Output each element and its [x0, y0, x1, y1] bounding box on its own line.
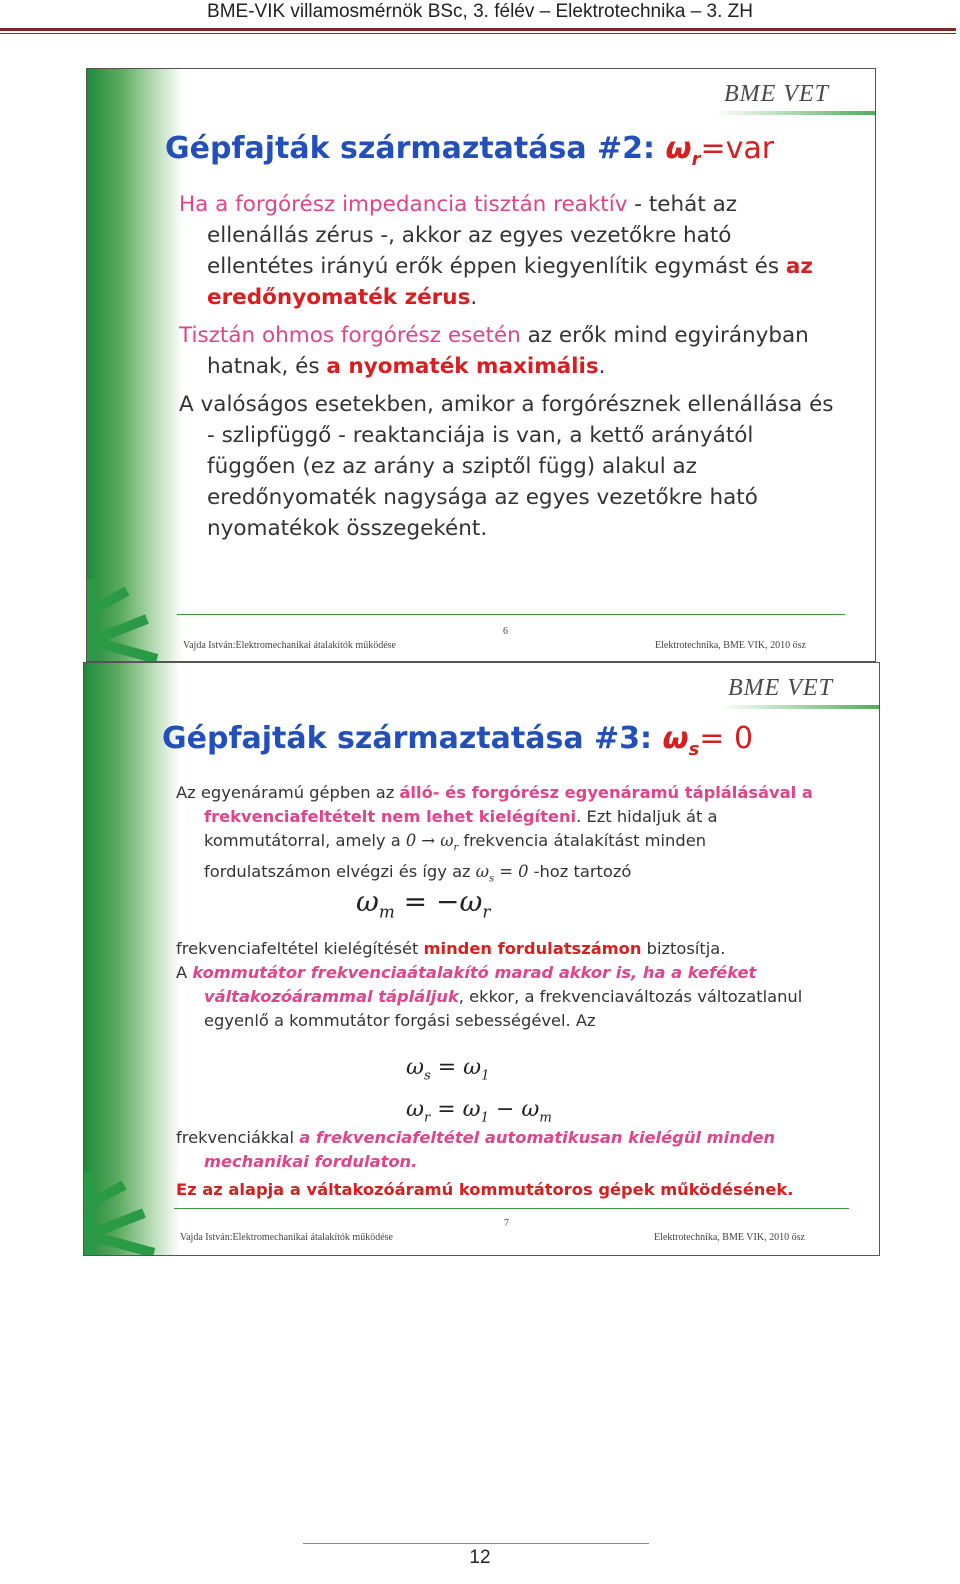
- paragraph-5: Ez az alapja a váltakozóáramú kommutátoros gépek működésének.: [176, 1180, 794, 1199]
- title-symbol: $\omega_s$: [662, 721, 700, 760]
- footer-author: Vajda István:Elektromechanikai átalakítók működése: [183, 640, 396, 651]
- paragraph-2: Tisztán ohmos forgórész esetén az erők mind egyirányban hatnak, és a nyomaték maximális.: [179, 323, 809, 379]
- slide-body: [179, 189, 839, 551]
- footer-course: Elektrotechnika, BME VIK, 2010 ősz: [654, 1232, 805, 1243]
- paragraph-1: Ha a forgórész impedancia tisztán reaktív - tehát az ellenállás zérus -, akkor az egyes vezetőkre ható ellentétes irányú erők éppen kiegyenlítik egymást és az eredőnyomaték zérus.: [179, 192, 813, 310]
- bme-vet-logo: BME VET: [728, 675, 833, 701]
- title-tail: = 0: [699, 721, 754, 756]
- slide-body-3: [176, 1126, 836, 1202]
- slide-title: [165, 131, 774, 170]
- bme-vet-logo: BME VET: [724, 81, 829, 107]
- title-text: Gépfajták származtatása #3:: [162, 721, 663, 756]
- corner-logo-icon: [87, 571, 187, 661]
- paragraph-3: A valóságos esetekben, amikor a forgórésznek ellenállása és - szlipfüggő - reaktanciája is van, a kettő arányától függően (ez az arány a sziptől függ) alakul az eredőnyomaték nagysága az egyes vezetőkre ható nyomatékok összegeként.: [179, 392, 834, 541]
- footer-separator: [303, 1543, 649, 1544]
- paragraph-2: frekvenciafeltétel kielégítését minden fordulatszámon biztosítja.: [176, 939, 726, 958]
- slide-6: [86, 68, 876, 662]
- title-symbol: $\omega_r$: [665, 131, 701, 170]
- header-rule: [0, 28, 956, 31]
- footer-rule: [174, 1208, 849, 1209]
- header-rule-thin: [0, 33, 956, 34]
- formula-ws: $\omega_s = \omega_1$: [406, 1055, 490, 1084]
- formula-wm: $\omega_m = -\omega_r$: [356, 885, 491, 922]
- formula-wr: $\omega_r = \omega_1 - \omega_m$: [406, 1097, 552, 1126]
- footer-course: Elektrotechnika, BME VIK, 2010 ősz: [655, 640, 806, 651]
- paragraph-3: A kommutátor frekvenciaátalakító marad akkor is, ha a keféket váltakozóárammal tápláljuk, ekkor, a frekvenciaváltozás változatlanul egyenlő a kommutátor forgási sebességével. Az: [176, 963, 803, 1030]
- page-number: 12: [469, 1547, 491, 1568]
- slide-body: [176, 781, 836, 892]
- corner-logo-icon: [84, 1165, 184, 1255]
- slide-7: [83, 662, 880, 1256]
- page-header: BME-VIK villamosmérnök BSc, 3. félév – Elektrotechnika – 3. ZH: [207, 1, 753, 22]
- slide-body-2: [176, 937, 836, 1033]
- footer-author: Vajda István:Elektromechanikai átalakítók működése: [180, 1232, 393, 1243]
- slide-page-number: 6: [503, 626, 508, 637]
- paragraph-4: frekvenciákkal a frekvenciafeltétel automatikusan kielégül minden mechanikai fordulaton.: [176, 1128, 776, 1171]
- slide-page-number: 7: [504, 1218, 509, 1229]
- title-tail: =var: [700, 131, 775, 166]
- title-text: Gépfajták származtatása #2:: [165, 131, 666, 166]
- paragraph-1: Az egyenáramú gépben az álló- és forgórész egyenáramú táplálásával a frekvenciafeltételt nem lehet kielégíteni. Ezt hidaljuk át a kommutátorral, amely a $0 \to \omega_r$ frekvencia átalakítást minden fordulatszámon elvégzi és így az $\omega_s = 0$ -hoz tartozó: [176, 783, 813, 885]
- footer-rule: [177, 614, 845, 615]
- slide-title: [162, 721, 753, 760]
- logo-underline: [719, 705, 879, 709]
- logo-underline: [715, 111, 875, 115]
